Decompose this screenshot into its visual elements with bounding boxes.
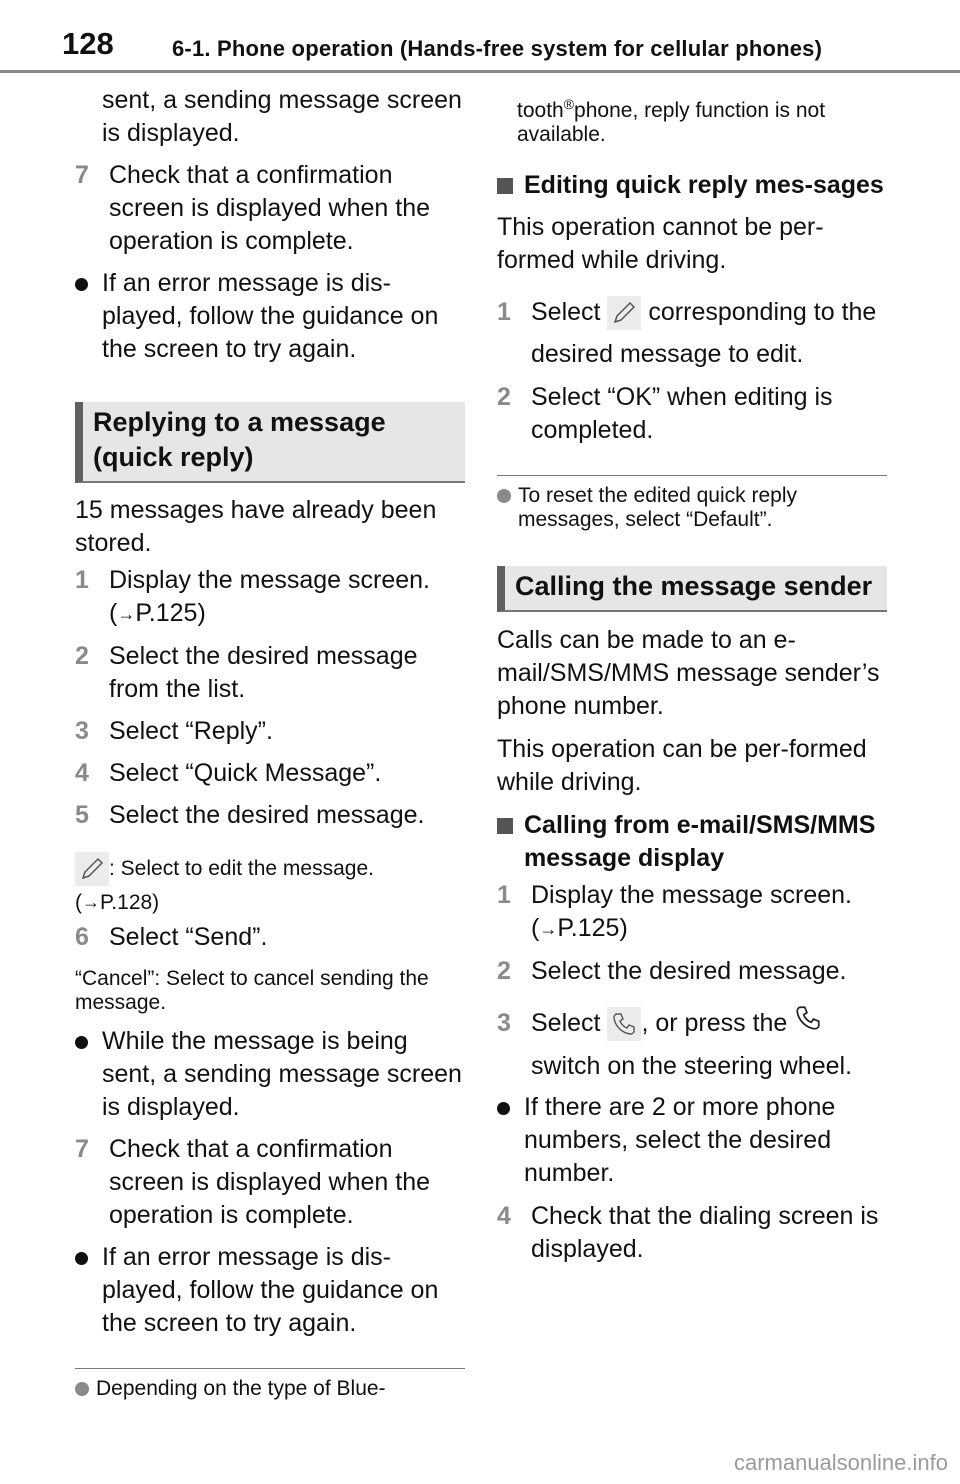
- page-header: [0, 0, 960, 76]
- call-step-4: [497, 1200, 887, 1266]
- bullet-icon: [75, 1036, 88, 1049]
- step-text: Select the desired message from the list.: [109, 642, 418, 703]
- step-number: 1: [497, 298, 511, 326]
- step-3: [75, 715, 465, 748]
- step-text: Check that a confirmation screen is displayed when the operation is complete.: [109, 161, 431, 255]
- step-text: Display the message screen.: [531, 881, 852, 909]
- step-text: Display the message screen.: [109, 566, 430, 594]
- page-reference[interactable]: (→P.125): [109, 599, 206, 627]
- step-number: 7: [75, 1135, 89, 1164]
- pencil-icon: [607, 296, 641, 330]
- pencil-icon: [75, 852, 109, 886]
- section-calling: [497, 566, 887, 612]
- step-number: 1: [75, 566, 89, 594]
- step-number: 4: [75, 759, 89, 787]
- step-number: 4: [497, 1202, 511, 1231]
- bullet-error: [75, 267, 465, 366]
- step-number: 1: [497, 881, 511, 909]
- phone-switch-icon: [794, 1003, 822, 1045]
- step-6: [75, 921, 465, 954]
- step-text: Select “Reply”.: [109, 717, 273, 745]
- step-number: 2: [75, 642, 89, 670]
- bullet-text: If an error message is dis-played, follow the guidance on the screen to try again.: [102, 269, 439, 363]
- continued-note: tooth®phone, reply function is not available.: [517, 96, 826, 146]
- edit-step-1: 1 Select corresponding to the desired message to edit.: [497, 291, 887, 375]
- step-number: 6: [75, 923, 89, 952]
- arrow-right-icon: →: [82, 892, 100, 913]
- footnote-rule: [75, 1368, 465, 1369]
- bullet-error-2: [75, 1241, 465, 1340]
- calls-intro: Calls can be made to an e-mail/SMS/MMS message sender’s phone number.: [497, 626, 880, 720]
- edit-step-2: [497, 381, 887, 447]
- bullet-text: If there are 2 or more phone numbers, select the desired number.: [524, 1093, 836, 1188]
- heading-calling-from: [497, 809, 887, 875]
- call-step-3: 3 Select , or press the switch on the steering wheel.: [497, 1002, 887, 1087]
- calls-intro-2: This operation can be per-formed while driving.: [497, 735, 867, 796]
- heading-text: Editing quick reply mes-sages: [524, 171, 884, 199]
- step-text: Select “Quick Message”.: [109, 759, 382, 787]
- step-number: 7: [75, 161, 89, 189]
- step-1: [75, 564, 465, 631]
- watermark: carmanualsonline.info: [733, 1450, 948, 1475]
- arrow-right-icon: →: [117, 604, 136, 624]
- editing-intro: This operation cannot be per-formed while driving.: [497, 213, 824, 274]
- section-title: Calling the message sender: [515, 571, 873, 601]
- cancel-note: “Cancel”: Select to cancel sending the message.: [75, 967, 429, 1015]
- note-icon: [75, 1382, 89, 1396]
- section-title: Replying to a message (quick reply): [93, 407, 386, 472]
- heading-text: Calling from e-mail/SMS/MMS message display: [524, 811, 876, 872]
- step-number: 2: [497, 957, 511, 985]
- bullet-text: If an error message is dis-played, follow the guidance on the screen to try again.: [102, 1243, 439, 1338]
- reset-note: To reset the edited quick reply messages, select “Default”.: [497, 484, 887, 532]
- phone-icon: [607, 1007, 641, 1041]
- chapter-title: 6-1. Phone operation (Hands-free system for cellular phones): [172, 36, 823, 61]
- bullet-sending: [75, 1025, 465, 1124]
- step-text: Select “Send”.: [109, 923, 268, 952]
- footnote: Depending on the type of Blue-: [75, 1377, 465, 1401]
- note-rule: [497, 475, 887, 476]
- page-reference[interactable]: (→P.125): [531, 914, 628, 942]
- edit-note: [75, 852, 465, 886]
- step-7b: [75, 1133, 465, 1232]
- bullet-icon: [75, 1252, 88, 1265]
- bullet-numbers: [497, 1091, 887, 1190]
- note-icon: [497, 489, 511, 503]
- section-replying: [75, 402, 465, 483]
- step-text: Check that the dialing screen is displayed.: [531, 1202, 879, 1264]
- edit-note-text: : Select to edit the message.: [109, 857, 374, 880]
- step-text: Select the desired message.: [531, 957, 847, 985]
- step-number: 3: [497, 1009, 511, 1037]
- bullet-icon: [497, 1102, 510, 1115]
- page-reference-2[interactable]: (→P.128): [75, 891, 160, 915]
- step-5: [75, 799, 465, 832]
- left-column: [75, 84, 465, 1401]
- step-number: 3: [75, 717, 89, 745]
- arrow-right-icon: →: [539, 919, 558, 939]
- step-number: 5: [75, 801, 89, 829]
- right-column: [497, 84, 887, 1266]
- header-rule: [0, 70, 960, 73]
- step-2: [75, 640, 465, 706]
- step-text: Select “OK” when editing is completed.: [531, 383, 833, 444]
- bullet-text: While the message is being sent, a sending message screen is displayed.: [102, 1027, 462, 1122]
- page-number: 128: [62, 26, 114, 61]
- step-number: 2: [497, 383, 511, 411]
- heading-editing: [497, 169, 887, 202]
- step-text: Check that a confirmation screen is displayed when the operation is complete.: [109, 1135, 431, 1230]
- step-7: [75, 159, 465, 258]
- bullet-icon: [75, 278, 88, 291]
- square-bullet-icon: [497, 178, 513, 194]
- call-step-1: [497, 879, 887, 946]
- intro-text: 15 messages have already been stored.: [75, 496, 437, 557]
- step-4: [75, 757, 465, 790]
- continued-text: sent, a sending message screen is displayed.: [102, 86, 462, 147]
- square-bullet-icon: [497, 818, 513, 834]
- step-text: Select the desired message.: [109, 801, 425, 829]
- call-step-2: [497, 955, 887, 988]
